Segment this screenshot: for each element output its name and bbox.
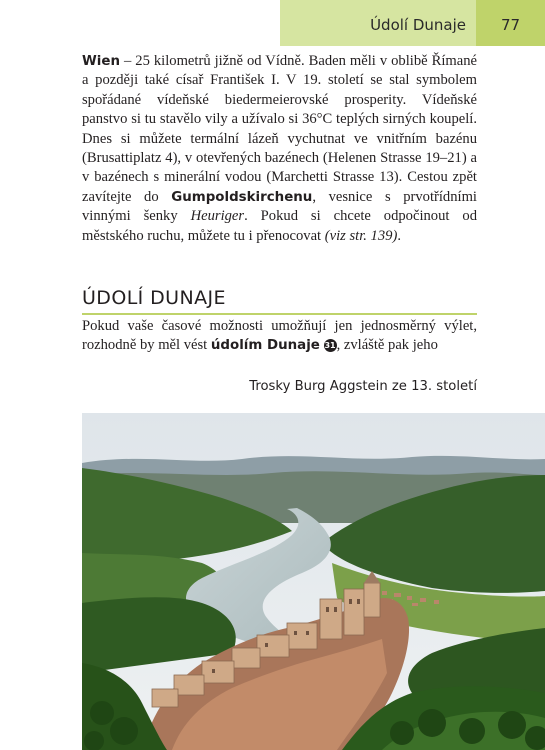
body-paragraph (82, 52, 477, 246)
heading-rule (82, 313, 477, 315)
paragraph-text: . Pokud si chcete odpočinout od městského ruchu, můžete tu i přenocovat (82, 208, 477, 244)
photo-caption: Trosky Burg Aggstein ze 13. století (249, 379, 477, 394)
place-name-wien: Wien (82, 54, 120, 69)
running-header-title: Údolí Dunaje (370, 16, 466, 34)
section-heading: ÚDOLÍ DUNAJE (82, 287, 226, 309)
photo-burg-aggstein (82, 413, 545, 750)
place-name-udoli-dunaje: údolím Dunaje (210, 338, 320, 354)
map-reference-icon: 31 (324, 341, 336, 351)
paragraph-text: . (397, 227, 401, 244)
page-number: 77 (476, 0, 545, 46)
paragraph-text: – 25 kilometrů jižně od Vídně. Baden měli v oblibě Římané a později také císař František I. V 19. století se stal symbolem spořádané vídeňské biedermeierovské prosperity. Vídeňské panstvo si tu stavělo vily a užívalo si 36°C teplých sirných koupelí. Dnes si můžete termální lázeň vychutnat ve vnitřním bazénu (Brusattiplatz 4), v otevřených bazénech (Helenen Strasse 19–21) a v bazénech s minerální vodou (Marchetti Strasse 13). Cestou zpět zavítejte do (82, 53, 477, 205)
term-heuriger: Heuriger (190, 208, 245, 225)
body-paragraph-danube (82, 317, 477, 356)
place-name-gumpoldskirchen: Gumpoldskirchenu (171, 189, 313, 205)
paragraph-text: , zvláště pak jeho (336, 337, 438, 354)
cross-reference: (viz str. 139) (324, 227, 398, 244)
paragraph-text: , vesnice s prvotřídními vinnými šenky (82, 188, 477, 225)
danube-valley-illustration (82, 413, 545, 750)
paragraph-text: Pokud vaše časové možnosti umožňují jen jednosměrný výlet, rozhodně by měl vést (82, 318, 477, 354)
